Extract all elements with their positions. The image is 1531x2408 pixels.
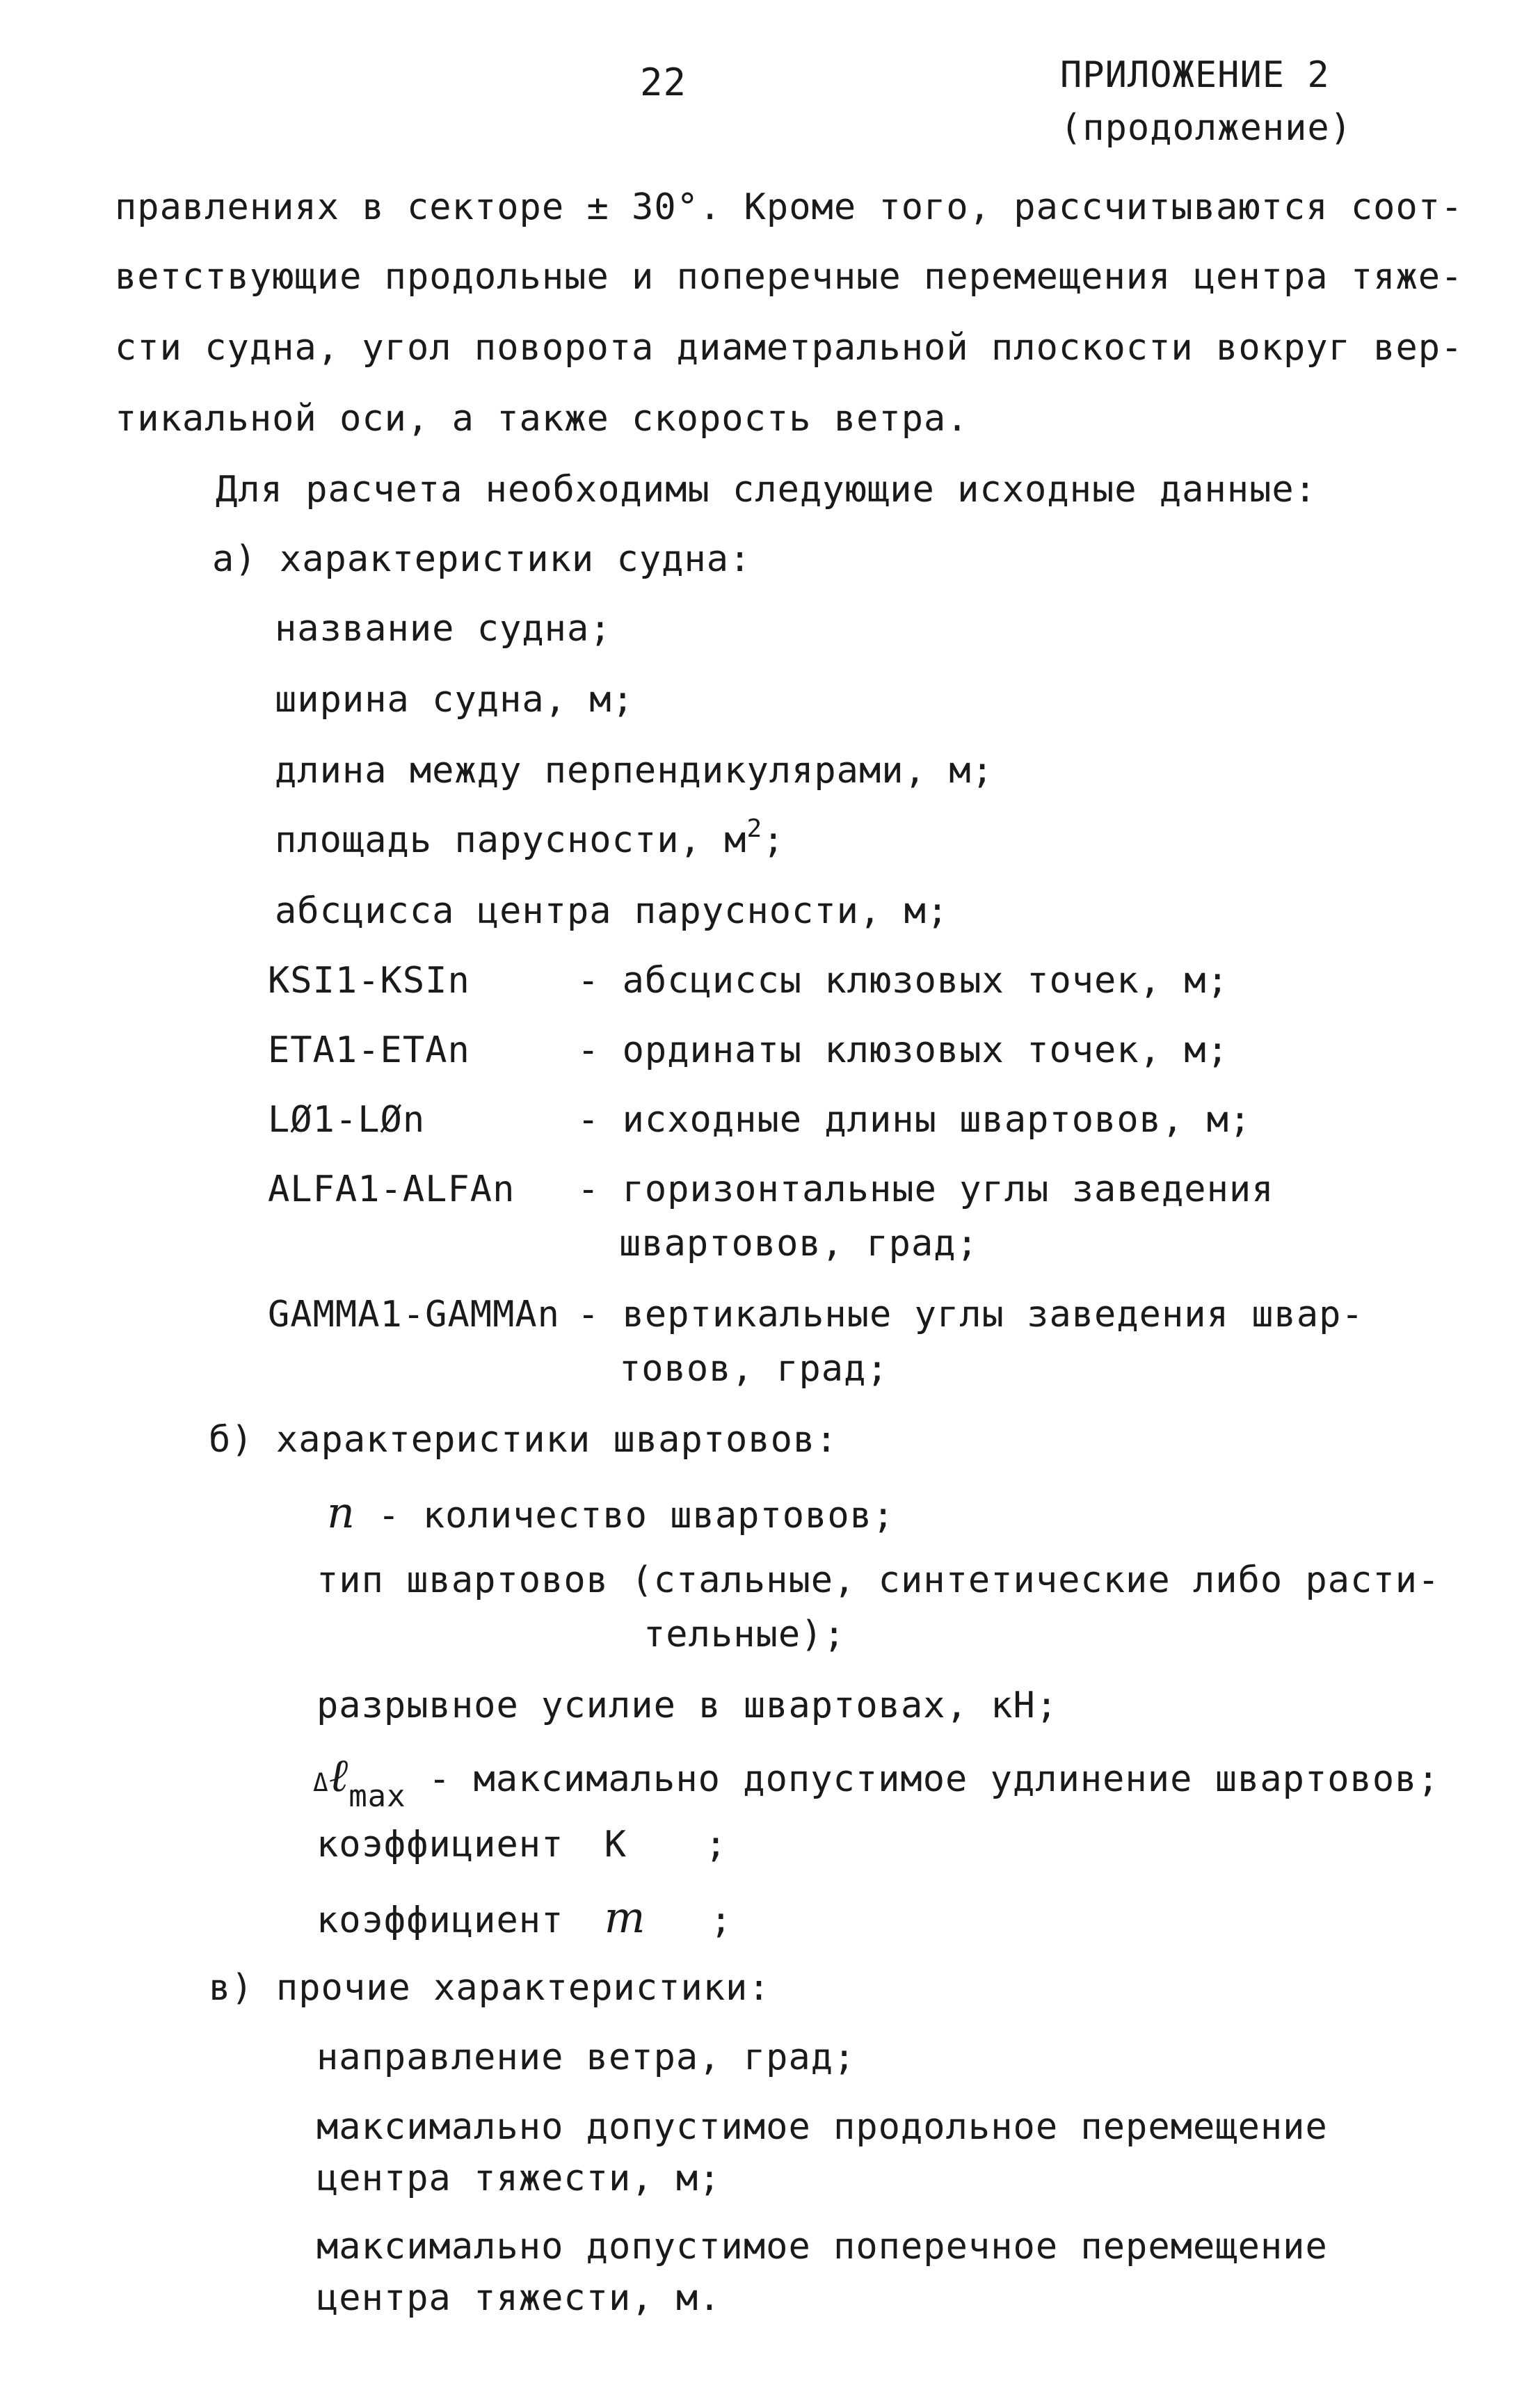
ship-length-item: длина между перпендикулярами, м; — [275, 750, 994, 792]
coefficient-k-semicolon: ; — [705, 1824, 728, 1865]
mooring-count-desc: - количество швартовов; — [378, 1495, 895, 1536]
mooring-type-line-1: тип швартовов (стальные, синтетические либо расти- — [316, 1559, 1441, 1601]
coefficient-m-item — [316, 1892, 733, 1943]
mooring-type-line-2: тельные); — [643, 1614, 846, 1655]
section-c-heading: в) прочие характеристики: — [209, 1967, 771, 2009]
max-longitudinal-line-2: центра тяжести, м; — [316, 2158, 721, 2199]
coefficient-m-symbol: m — [604, 1892, 646, 1943]
required-data-intro: Для расчета необходимы следующие исходные данные: — [216, 469, 1317, 511]
max-subscript: max — [348, 1779, 406, 1814]
def-desc-gamma-line-2: товов, град; — [619, 1348, 889, 1390]
continuation-label: (продолжение) — [1060, 107, 1352, 149]
l-symbol: ℓ — [328, 1749, 349, 1802]
def-desc-l0: - исходные длины швартовов, м; — [577, 1099, 1252, 1141]
max-transverse-line-2: центра тяжести, м. — [316, 2277, 721, 2319]
def-code-eta: ETA1-ETAn — [268, 1029, 470, 1071]
intro-line-3: сти судна, угол поворота диаметральной плоскости вокруг вер- — [115, 327, 1464, 369]
def-code-ksi: KSI1-KSIn — [268, 960, 470, 1002]
def-desc-ksi: - абсциссы клюзовых точек, м; — [577, 960, 1229, 1002]
sail-center-item: абсцисса центра парусности, м; — [275, 890, 949, 932]
sail-area-superscript: 2 — [746, 814, 763, 843]
def-desc-alfa-line-1: - горизонтальные углы заведения — [577, 1169, 1274, 1210]
ship-name-item: название судна; — [275, 608, 612, 650]
appendix-label: ПРИЛОЖЕНИЕ 2 — [1060, 54, 1330, 96]
def-code-l0: LØ1-LØn — [268, 1099, 426, 1141]
sail-area-text: площадь парусности, м — [275, 819, 747, 861]
def-code-gamma: GAMMA1-GAMMAn — [268, 1294, 560, 1335]
wind-direction-item: направление ветра, град; — [316, 2037, 856, 2078]
max-transverse-line-1: максимально допустимое поперечное перемещение — [316, 2226, 1328, 2267]
sail-area-suffix: ; — [762, 819, 785, 861]
intro-line-1: правлениях в секторе ± 30°. Кроме того, рассчитываются соот- — [115, 186, 1464, 228]
def-desc-eta: - ординаты клюзовых точек, м; — [577, 1029, 1229, 1071]
ship-width-item: ширина судна, м; — [275, 679, 634, 721]
def-desc-gamma-line-1: - вертикальные углы заведения швар- — [577, 1294, 1364, 1335]
coefficient-m-semicolon: ; — [710, 1900, 733, 1941]
coefficient-k-symbol: K — [604, 1824, 627, 1865]
mooring-count-item — [327, 1487, 895, 1538]
intro-line-2: ветствующие продольные и поперечные перемещения центра тяже- — [115, 256, 1464, 298]
def-desc-alfa-line-2: швартовов, град; — [619, 1223, 979, 1265]
def-code-alfa: ALFA1-ALFAn — [268, 1169, 515, 1210]
sail-area-item — [275, 814, 785, 861]
delta-symbol: Δ — [313, 1769, 329, 1797]
n-symbol: n — [327, 1487, 355, 1538]
breaking-force-item: разрывное усилие в швартовах, кН; — [316, 1685, 1059, 1726]
section-a-heading: а) характеристики судна: — [212, 538, 752, 580]
coefficient-k-item — [316, 1824, 728, 1865]
section-b-heading: б) характеристики швартовов: — [209, 1419, 838, 1461]
page-number: 22 — [640, 61, 687, 104]
intro-line-4: тикальной оси, а также скорость ветра. — [115, 398, 969, 440]
max-elongation-desc: - максимально допустимое удлинение швартовов; — [428, 1758, 1440, 1800]
max-longitudinal-line-1: максимально допустимое продольное перемещение — [316, 2106, 1328, 2148]
max-elongation-item — [313, 1749, 1440, 1814]
coefficient-k-label: коэффициент — [316, 1824, 564, 1865]
coefficient-m-label: коэффициент — [316, 1900, 564, 1941]
